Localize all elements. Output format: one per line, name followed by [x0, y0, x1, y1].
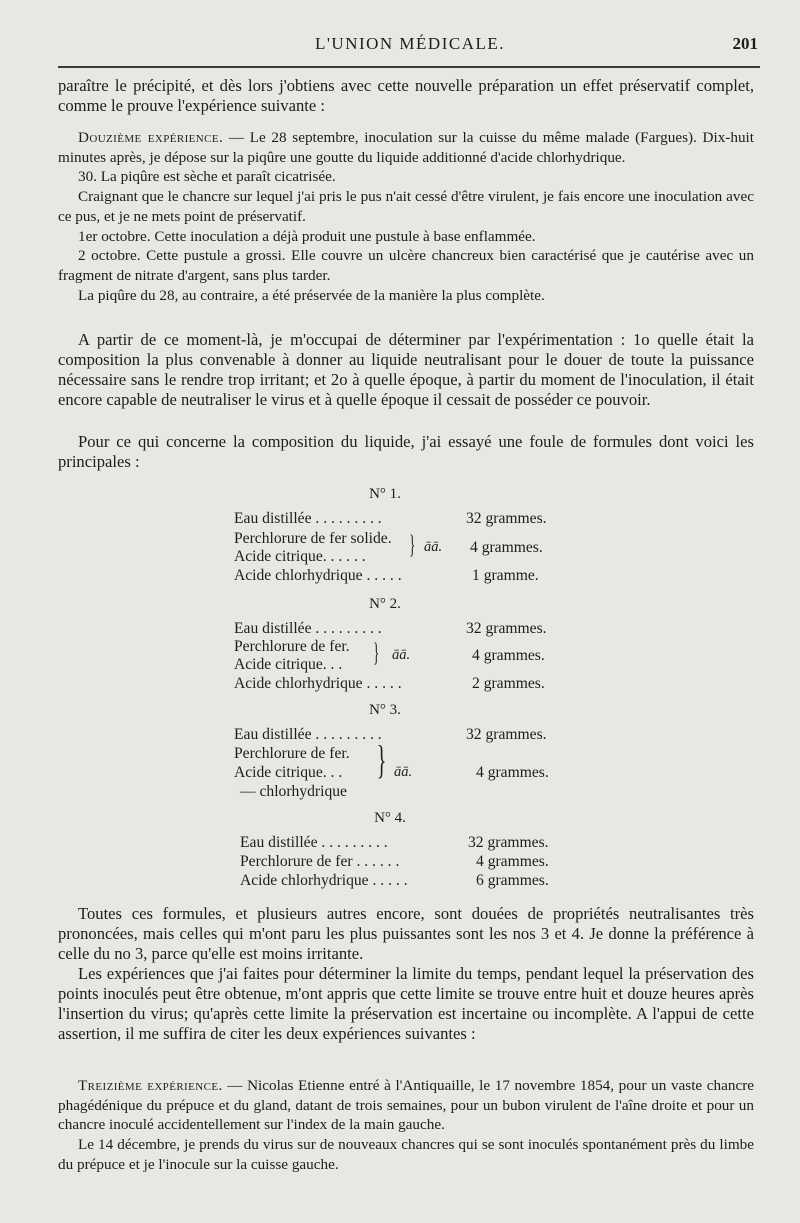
experiment-12-note-result: La piqûre du 28, au contraire, a été préservée de la manière la plus complète. [78, 286, 545, 304]
formula-quantity: 6 grammes. [476, 872, 549, 889]
ana-mark: āā. [392, 647, 411, 663]
formula-row: Acide citrique. . . [234, 656, 343, 673]
experiment-12-note-30: 30. La piqûre est sèche et paraît cicatrisée. [78, 168, 336, 186]
formula-2-number: N° 2. [369, 596, 401, 612]
formula-row: Eau distillée . . . . . . . . . [234, 620, 382, 637]
experiment-12-note-oct2: 2 octobre. Cette pustule a grossi. Elle couvre un ulcère chancreux bien caractérisé que je cautérise avec un fragment de nitrate d'argent, sans plus tarder. [58, 247, 754, 284]
formula-row: Acide citrique. . . . . . [234, 548, 366, 565]
paragraph-composition: Pour ce qui concerne la composition du liquide, j'ai essayé une foule de formules dont voici les principales : [58, 432, 754, 471]
formula-row: — chlorhydrique [240, 783, 347, 800]
formula-quantity: 2 grammes. [472, 675, 545, 692]
experiment-13-intro [58, 1076, 754, 1135]
formula-row: Perchlorure de fer . . . . . . [240, 853, 400, 870]
page-header [60, 34, 760, 56]
formula-quantity: 4 grammes. [476, 853, 549, 870]
ana-mark: āā. [424, 539, 443, 555]
experiment-13-note-dec14: Le 14 décembre, je prends du virus sur de nouveaux chancres qui se sont inoculés spontanément près du limbe du prépuce et je l'inocule sur la cuisse gauche. [58, 1136, 754, 1173]
formula-row: Acide chlorhydrique . . . . . [240, 872, 408, 889]
formula-quantity: 32 grammes. [466, 726, 547, 743]
formula-quantity: 4 grammes. [476, 764, 549, 781]
experiment-12 [58, 128, 754, 305]
formula-row: Perchlorure de fer. [234, 638, 350, 655]
experiment-13-text: — Nicolas Etienne entré à l'Antiquaille, le 17 novembre 1854, pour un vaste chancre phagédénique du prépuce et du gland, datant de trois semaines, pour un bubon virulent de l'aîne droite et pour un chancre inoculé accidentellement sur l'index de la main gauche. [58, 1077, 754, 1134]
formula-row: Perchlorure de fer solide. [234, 530, 392, 547]
formula-quantity: 4 grammes. [470, 539, 543, 556]
experiment-12-intro [58, 128, 754, 167]
experiment-12-text: — Le 28 septembre, inoculation sur la cuisse du même malade (Fargues). Dix-huit minutes après, je dépose sur la piqûre une goutte du liquide additionné d'acide chlorhydrique. [58, 129, 754, 166]
formula-row: Acide citrique. . . [234, 764, 343, 781]
experiment-12-note-craignant: Craignant que le chancre sur lequel j'ai pris le pus n'ait cessé d'être virulent, je fais encore une inoculation avec ce pus, et je ne mets point de préservatif. [58, 188, 754, 225]
formula-4-number: N° 4. [374, 810, 406, 826]
paragraph-a-partir: A partir de ce moment-là, je m'occupai de déterminer par l'expérimentation : 1o quelle était la composition la plus convenable à donner au liquide neutralisant pour le douer de toute la puissance nécessaire sans le rendre trop irritant; et 2o à quelle époque, à partir du moment de l'inoculation, il était encore capable de neutraliser le virus et à quelle époque il cessait de posséder ce pouvoir. [58, 330, 754, 409]
formula-row: Eau distillée . . . . . . . . . [234, 726, 382, 743]
brace-glyph: } [376, 737, 387, 782]
formula-quantity: 32 grammes. [468, 834, 549, 851]
experiment-13-label: Treizième expérience. [78, 1077, 223, 1094]
brace-glyph: } [373, 638, 380, 667]
formula-row: Eau distillée . . . . . . . . . [240, 834, 388, 851]
ana-mark: āā. [394, 764, 413, 780]
formula-row: Acide chlorhydrique . . . . . [234, 675, 402, 692]
brace-glyph: } [409, 530, 416, 559]
formula-1-number: N° 1. [369, 486, 401, 502]
experiment-13 [58, 1076, 754, 1175]
page-number: 201 [732, 34, 758, 53]
formula-row: Acide chlorhydrique . . . . . [234, 567, 402, 584]
formula-3-number: N° 3. [369, 702, 401, 718]
experiment-12-note-oct1: 1er octobre. Cette inoculation a déjà produit une pustule à base enflammée. [78, 227, 536, 245]
experiment-12-label: Douzième expérience. [78, 129, 224, 146]
intro-paragraph: paraître le précipité, et dès lors j'obtiens avec cette nouvelle préparation un effet préservatif complet, comme le prouve l'expérience suivante : [58, 76, 754, 115]
formula-quantity: 1 gramme. [472, 567, 539, 584]
formula-quantity: 4 grammes. [472, 647, 545, 664]
header-rule [58, 66, 760, 68]
formula-row: Perchlorure de fer. [234, 745, 350, 762]
formula-quantity: 32 grammes. [466, 510, 547, 527]
paragraph-experiences: Les expériences que j'ai faites pour déterminer la limite du temps, pendant lequel la préservation des points inoculés peut être obtenue, m'ont appris que cette limite se trouve entre huit et douze heures après l'insertion du virus; qu'après cette limite la préservation est incertaine ou incomplète. A l'appui de cette assertion, il me suffira de citer les deux expériences suivantes : [58, 964, 754, 1043]
running-title: L'UNION MÉDICALE. [314, 34, 506, 53]
paragraph-formules: Toutes ces formules, et plusieurs autres encore, sont douées de propriétés neutralisantes très prononcées, mais celles qui m'ont paru les plus puissantes sont les nos 3 et 4. Je donne la préférence à celle du no 3, parce qu'elle est moins irritante. [58, 904, 754, 963]
formula-quantity: 32 grammes. [466, 620, 547, 637]
formula-row: Eau distillée . . . . . . . . . [234, 510, 382, 527]
